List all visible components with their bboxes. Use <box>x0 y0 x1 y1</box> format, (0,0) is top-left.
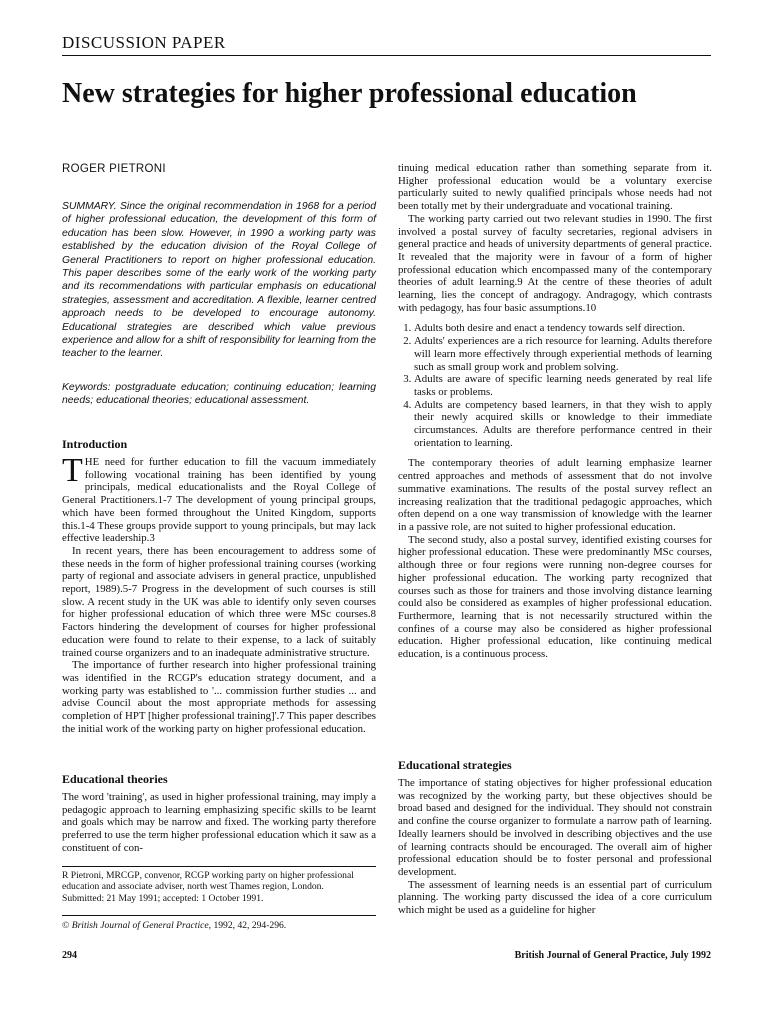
educational-strategies-paragraph-1: The importance of stating objectives for higher professional education was recognized by the working party, but these objectives should be broad based and designed for the individual. They should not constrain and confine the course organizer to formulate a narrow path of learning. Ideally learners should be involved in describing objectives and the use of learning contracts should be encouraged. The overall aim of higher professional education should be to foster personal and professional development. <box>398 777 712 878</box>
introduction-paragraph-2: In recent years, there has been encouragement to address some of these needs in the form of higher professional training courses (working party of regional and associate advisers in general practice, unpublished report, 1989).5-7 Progress in the development of such courses is still slow. A recent study in the UK was able to identify only seven courses for higher professional education of which three were MSc courses.8 Factors hindering the development of courses for higher professional education were found to relate to their expense, to a lack of suitably trained course organizers and to an inadequate administrative structure. <box>62 544 376 659</box>
educational-strategies-paragraph-2: The assessment of learning needs is an essential part of curriculum planning. The working party discussed the idea of a core curriculum which might be used as a guideline for higher <box>398 878 712 917</box>
copyright-block <box>62 915 376 931</box>
andragogy-assumptions-list <box>398 322 712 449</box>
list-item: 2. Adults' experiences are a rich resource for learning. Adults therefore will learn more effectively through experiential methods of learning such as small group work and problem solving. <box>414 335 712 373</box>
article-title: New strategies for higher professional education <box>62 78 637 109</box>
introduction-section <box>62 437 376 735</box>
educational-theories-paragraph-1: The word 'training', as used in higher professional training, may imply a pedagogic approach to learning emphasizing specific skills to be learnt and goals which may be narrow and fixed. The working party therefore preferred to use the term higher professional education which it saw as a constituent of con- <box>62 791 376 854</box>
educational-theories-section <box>62 772 376 855</box>
keywords: Keywords: postgraduate education; continuing education; learning needs; educational theories; educational assessment. <box>62 382 376 407</box>
drop-cap: T <box>62 452 83 489</box>
journal-footer: British Journal of General Practice, July 1992 <box>514 950 711 961</box>
list-item: 3. Adults are aware of specific learning needs generated by real life tasks or problems. <box>414 373 712 398</box>
educational-strategies-heading: Educational strategies <box>398 758 512 772</box>
section-label: DISCUSSION PAPER <box>62 33 226 52</box>
educational-theories-heading: Educational theories <box>62 772 168 786</box>
header-rule <box>62 55 711 56</box>
continuation-paragraph: tinuing medical education rather than something separate from it. Higher professional education would be a voluntary exercise particularly suited to newly qualified principals whose needs had not been totally met by their undergraduate and vocational training. <box>398 162 712 213</box>
author-name: ROGER PIETRONI <box>62 163 166 175</box>
second-study-paragraph: The second study, also a postal survey, identified existing courses for higher professional education. These were predominantly MSc courses, although three or four regions were running non-degree courses for higher professional education. The working party recognized that courses such as those for trainers and those involving distance learning could also be considered as examples of higher professional education. Furthermore, learning that is not necessarily structured within the confines of a course may also be considered as higher professional education. Higher professional education, like continuing medical education, is a continuous process. <box>398 533 712 661</box>
page-number: 294 <box>62 950 77 961</box>
copyright-line: © British Journal of General Practice, 1992, 42, 294-296. <box>62 920 287 931</box>
introduction-paragraph-3: The importance of further research into higher professional training was identified in the RCGP's education strategy document, and a working party was established to '... commission further studies ... and advise Council about the most appropriate methods for assessing completion of HPT [higher professional training]'.7 This paper describes the initial work of the working party on higher professional education. <box>62 659 376 735</box>
studies-paragraph: The working party carried out two relevant studies in 1990. The first involved a postal survey of faculty secretaries, regional advisers in general practice and heads of university departments of general practice. It revealed that the majority were in favour of a form of higher professional education which encompassed many of the contemporary theories of adult learning.9 At the centre of these theories of adult learning, lies the concept of andragogy. Andragogy, which contrasts with pedagogy, has four basic assumptions.10 <box>398 212 712 314</box>
summary: SUMMARY. Since the original recommendation in 1968 for a period of higher professional education, the development of this form of education has been slow. However, in 1990 a working party was established by the education division of the Royal College of General Practitioners to report on higher professional education. This paper describes some of the early work of the working party and its recommendations with particular emphasis on educational strategies, assessment and accreditation. A flexible, learner centred approach needs to be developed to encourage autonomy. Educational strategies are described which value previous experience and allow for a shift of responsibility for learning from the teacher to the learner. <box>62 201 376 360</box>
adult-learning-paragraph: The contemporary theories of adult learning emphasize learner centred approaches and methods of assessment that do not involve summative examinations. The results of the postal survey reflect an increasing realization that the traditional pedagogic approaches, which often depend on a one way transmission of knowledge with the learner in a passive role, are not suited to higher professional education. <box>398 457 712 533</box>
introduction-heading: Introduction <box>62 437 128 451</box>
educational-strategies-section <box>398 758 712 917</box>
author-affiliation: R Pietroni, MRCGP, convenor, RCGP working party on higher professional education and associate adviser, north west Thames region, London. <box>62 870 354 893</box>
affiliation-block <box>62 866 376 904</box>
right-column-body <box>398 162 712 661</box>
list-item: 1. Adults both desire and enact a tendency towards self direction. <box>414 322 712 335</box>
list-item: 4. Adults are competency based learners, in that they wish to apply their newly acquired skills or knowledge to their immediate circumstances. Adults are therefore performance centred in their orientation to learning. <box>414 399 712 450</box>
submission-dates: Submitted: 21 May 1991; accepted: 1 October 1991. <box>62 892 264 904</box>
introduction-paragraph-1: THE need for further education to fill the vacuum immediately following vocational training has been identified by young principals, medical educationalists and the Royal College of General Practitioners.1-7 The development of young principal groups, which have been formed throughout the United Kingdom, supports this.1-4 These groups provide support to young principals, but may lack effective leadership.3 <box>62 452 376 545</box>
